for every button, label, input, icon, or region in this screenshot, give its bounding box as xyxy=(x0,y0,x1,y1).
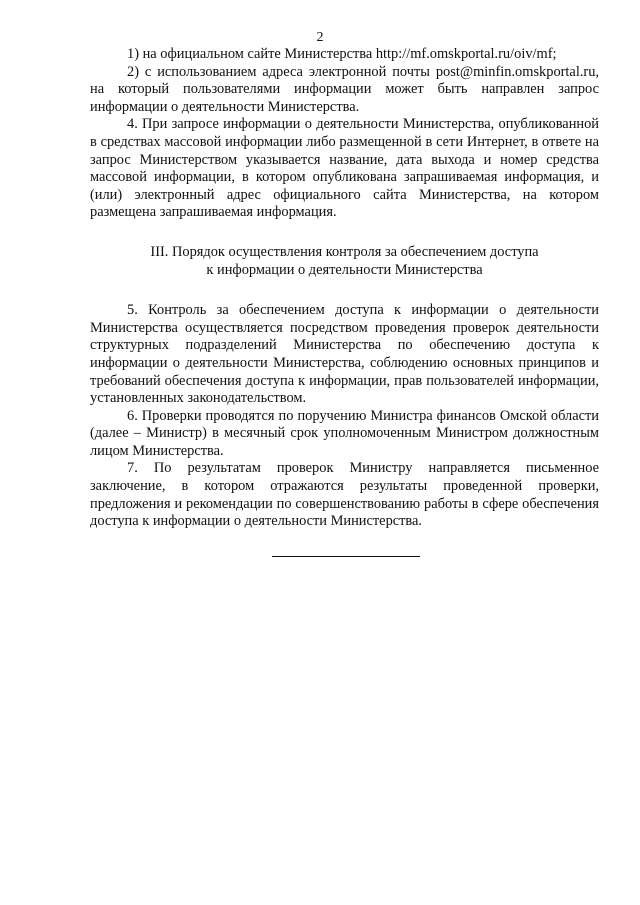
paragraph-4: 4. При запросе информации о деятельности Министерства, опубликованной в средствах массовой информации либо размещенной в сети Интернет, в ответе на запрос Министерством указывается название, дата выхода и номер средства массовой информации, в котором опубликована запрашиваемая информация, и (или) электронный адрес официального сайта Министерства, на котором размещена запрашиваемая информация. xyxy=(90,116,599,221)
end-divider xyxy=(272,556,420,557)
paragraph-item-2: 2) с использованием адреса электронной почты post@minfin.omskportal.ru, на который пользователями информации может быть направлен запрос информации о деятельности Министерства. xyxy=(90,63,599,115)
paragraph-7: 7. По результатам проверок Министру направляется письменное заключение, в котором отражаются результаты проведенной проверки, предложения и рекомендации по совершенствованию работы в сфере обеспечения доступа к информации о деятельности Министерства. xyxy=(90,460,599,530)
section-heading-line-1: III. Порядок осуществления контроля за обеспечением доступа xyxy=(150,243,539,260)
paragraph-item-1: 1) на официальном сайте Министерства http://mf.omskportal.ru/oiv/mf; xyxy=(127,46,557,62)
paragraph-5: 5. Контроль за обеспечением доступа к информации о деятельности Министерства осуществляется посредством проведения проверок деятельности структурных подразделений Министерства по обеспечению доступа к информации о деятельности Министерства, соблюдению основных принципов и требований обеспечения доступа к информации, прав пользователей информации, установленных законодательством. xyxy=(90,302,599,407)
section-heading-line-2: к информации о деятельности Министерства xyxy=(206,261,483,278)
section-heading xyxy=(90,244,599,279)
document-body xyxy=(90,46,599,531)
paragraph-6: 6. Проверки проводятся по поручению Министра финансов Омской области (далее – Министр) в месячный срок уполномоченным Министром должностным лицом Министерства. xyxy=(90,407,599,459)
page-number: 2 xyxy=(316,30,324,45)
